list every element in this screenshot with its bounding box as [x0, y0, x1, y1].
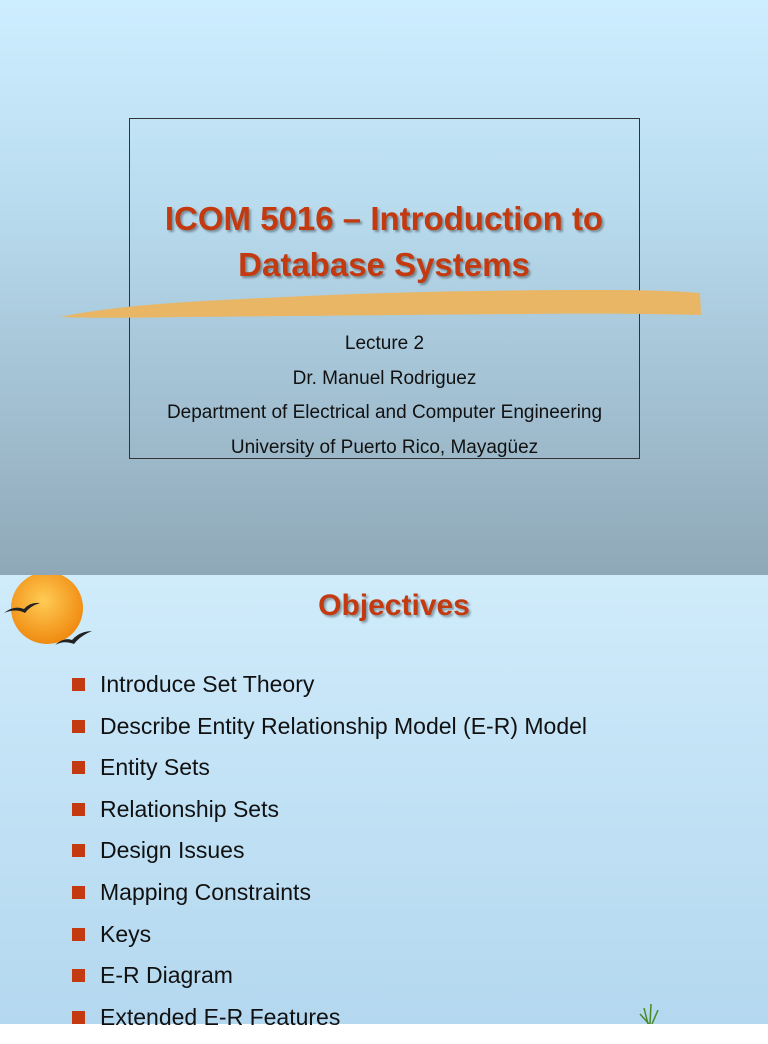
square-bullet-icon [72, 678, 85, 691]
grass-icon [636, 1000, 666, 1024]
square-bullet-icon [72, 1011, 85, 1024]
square-bullet-icon [72, 969, 85, 982]
list-item [72, 920, 587, 962]
university-name: University of Puerto Rico, Mayagüez [230, 437, 539, 458]
list-item-label: Keys [100, 920, 152, 947]
list-item [72, 795, 587, 837]
list-item-label: Design Issues [100, 837, 245, 864]
list-item-label: E-R Diagram [100, 962, 233, 989]
list-item [72, 1003, 587, 1044]
list-item [72, 753, 587, 795]
list-item [72, 712, 587, 754]
slide-title [60, 196, 708, 288]
list-item [72, 670, 587, 712]
objectives-list [72, 670, 587, 1044]
list-item-label: Introduce Set Theory [100, 671, 315, 697]
list-item-label: Relationship Sets [100, 795, 279, 822]
list-item [72, 878, 587, 920]
list-item [72, 961, 587, 1003]
lecture-label: Lecture 2 [344, 333, 425, 354]
list-item-label: Extended E-R Features [100, 1003, 341, 1030]
objectives-title: Objectives [318, 589, 470, 622]
objectives-slide [0, 575, 768, 1030]
author-name: Dr. Manuel Rodriguez [292, 368, 477, 389]
square-bullet-icon [72, 844, 85, 857]
list-item-label: Describe Entity Relationship Model (E-R) Model [100, 712, 588, 739]
square-bullet-icon [72, 761, 85, 774]
square-bullet-icon [72, 886, 85, 899]
title-line-2: Database Systems [238, 246, 530, 283]
list-item-label: Entity Sets [100, 754, 210, 781]
title-line-1: ICOM 5016 – Introduction to [164, 200, 604, 237]
square-bullet-icon [72, 928, 85, 941]
brush-stroke-decoration [55, 283, 705, 323]
sun-birds-icon [0, 575, 100, 655]
list-item-label: Mapping Constraints [100, 878, 311, 905]
square-bullet-icon [72, 803, 85, 816]
department-name: Department of Electrical and Computer Engineering [166, 402, 603, 423]
square-bullet-icon [72, 720, 85, 733]
list-item [72, 836, 587, 878]
